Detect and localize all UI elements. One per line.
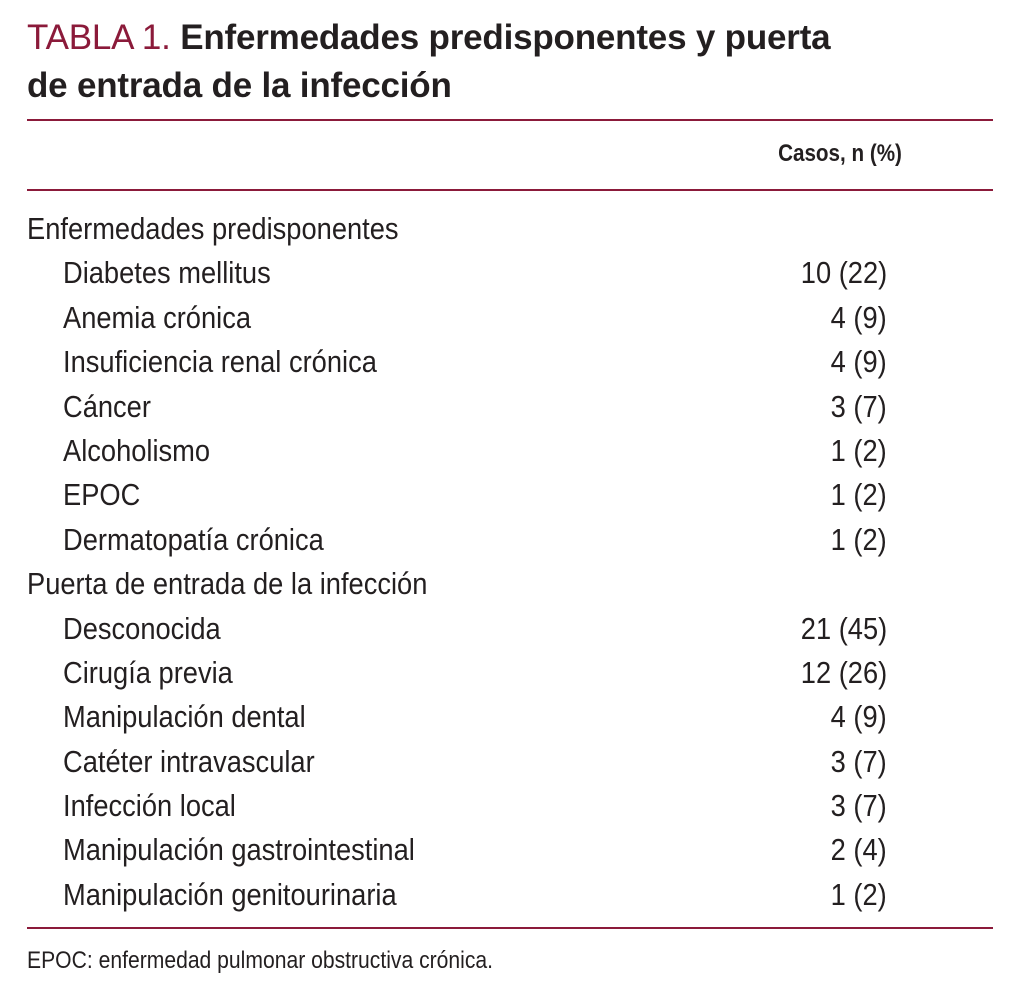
column-header-cases: Casos, n (%)	[778, 140, 902, 167]
row-value: 1 (2)	[830, 876, 887, 912]
table-row	[0, 296, 1025, 340]
row-label: Desconocida	[63, 610, 221, 646]
row-label: EPOC	[63, 477, 141, 513]
row-value: 10 (22)	[800, 255, 887, 291]
row-label: Cáncer	[63, 388, 151, 424]
row-value: 21 (45)	[800, 610, 887, 646]
bottom-rule	[27, 927, 993, 929]
row-label: Manipulación gastrointestinal	[63, 832, 415, 868]
row-label: Anemia crónica	[63, 299, 252, 335]
table-row	[0, 429, 1025, 473]
row-label: Infección local	[63, 788, 236, 824]
table-title-line-2: de entrada de la infección	[27, 66, 452, 105]
row-label: Cirugía previa	[63, 654, 233, 690]
row-label: Alcoholismo	[63, 432, 211, 468]
row-label: Manipulación dental	[63, 699, 306, 735]
row-label: Dermatopatía crónica	[63, 521, 324, 557]
table-title	[27, 14, 987, 110]
table-title-line-1: Enfermedades predisponentes y puerta	[180, 18, 831, 57]
table-row	[0, 695, 1025, 739]
table-label: TABLA 1.	[27, 18, 171, 57]
table-footnote: EPOC: enfermedad pulmonar obstructiva crónica.	[27, 947, 494, 974]
table-row	[0, 473, 1025, 517]
row-value: 1 (2)	[830, 477, 887, 513]
top-rule	[27, 119, 993, 121]
row-label: Manipulación genitourinaria	[63, 876, 397, 912]
row-value: 4 (9)	[830, 299, 887, 335]
row-value: 12 (26)	[800, 654, 887, 690]
table-row	[0, 828, 1025, 872]
row-value: 1 (2)	[830, 432, 887, 468]
table-row	[0, 385, 1025, 429]
group-row	[0, 207, 1025, 251]
table-row	[0, 251, 1025, 295]
row-label: Catéter intravascular	[63, 743, 315, 779]
row-value: 3 (7)	[830, 743, 887, 779]
table-row	[0, 740, 1025, 784]
table-row	[0, 784, 1025, 828]
group-row	[0, 562, 1025, 606]
row-label: Diabetes mellitus	[63, 255, 271, 291]
group-name: Enfermedades predisponentes	[27, 211, 399, 246]
table-body	[0, 207, 1025, 917]
row-value: 3 (7)	[830, 388, 887, 424]
table-row	[0, 873, 1025, 917]
row-label: Insuficiencia renal crónica	[63, 344, 377, 380]
row-value: 1 (2)	[830, 521, 887, 557]
table-row	[0, 651, 1025, 695]
row-value: 3 (7)	[830, 788, 887, 824]
row-value: 4 (9)	[830, 699, 887, 735]
header-rule	[27, 189, 993, 191]
table-row	[0, 518, 1025, 562]
row-value: 2 (4)	[830, 832, 887, 868]
table-row	[0, 340, 1025, 384]
row-value: 4 (9)	[830, 344, 887, 380]
group-name: Puerta de entrada de la infección	[27, 566, 428, 602]
table-row	[0, 607, 1025, 651]
